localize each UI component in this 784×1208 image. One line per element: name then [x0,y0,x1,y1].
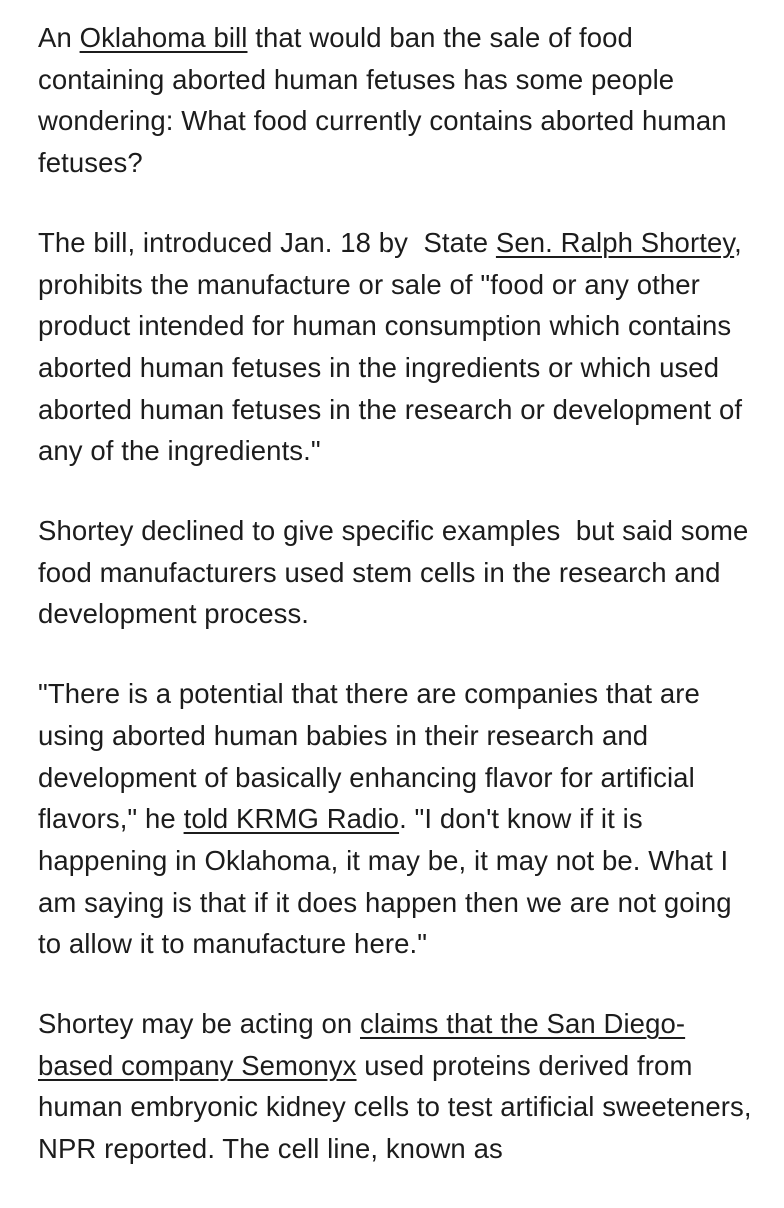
article-body [38,17,754,1208]
paragraph-3-text: Shortey declined to give specific examples but said some food manufacturers used stem cells in the research and development process. [38,515,749,630]
semonyx-claims-link[interactable]: claims that the San Diego-based company Semonyx [38,1008,686,1081]
krmg-radio-link[interactable]: told KRMG Radio [183,803,400,835]
sen-ralph-shortey-link[interactable]: Sen. Ralph Shortey [495,226,735,258]
paragraph-4-text-end: . "I don't know if it is happening in Oklahoma, it may be, it may not be. What I am saying is that if it does happen then we are not going to allow it to manufacture here." [38,803,732,960]
paragraph-4-text-start: "There is a potential that there are companies that are using aborted human babies in their research and development of basically enhancing flavor for artificial flavors," he [38,678,700,835]
paragraph-5-text-start: Shortey may be acting on [38,1008,360,1040]
paragraph-2 [38,222,754,472]
paragraph-1 [38,17,754,184]
paragraph-5-text-end: used proteins derived from human embryonic kidney cells to test artificial sweeteners, NPR reported. The cell line, known as [38,1049,752,1165]
paragraph-2-text-end: , prohibits the manufacture or sale of "food or any other product intended for human consumption which contains aborted human fetuses in the ingredients or which used aborted human fetuses in the research or development of any of the ingredients." [38,226,743,467]
paragraph-2-text-start: The bill, introduced Jan. 18 by State [38,226,496,258]
paragraph-3 [38,510,754,635]
oklahoma-bill-link[interactable]: Oklahoma bill [79,22,248,53]
paragraph-5 [38,1003,754,1170]
paragraph-4 [38,673,754,965]
paragraph-1-text-start: An [38,22,80,53]
paragraph-1-text-end: that would ban the sale of food containing aborted human fetuses has some people wondering: What food currently contains aborted human fetuses? [38,22,727,179]
